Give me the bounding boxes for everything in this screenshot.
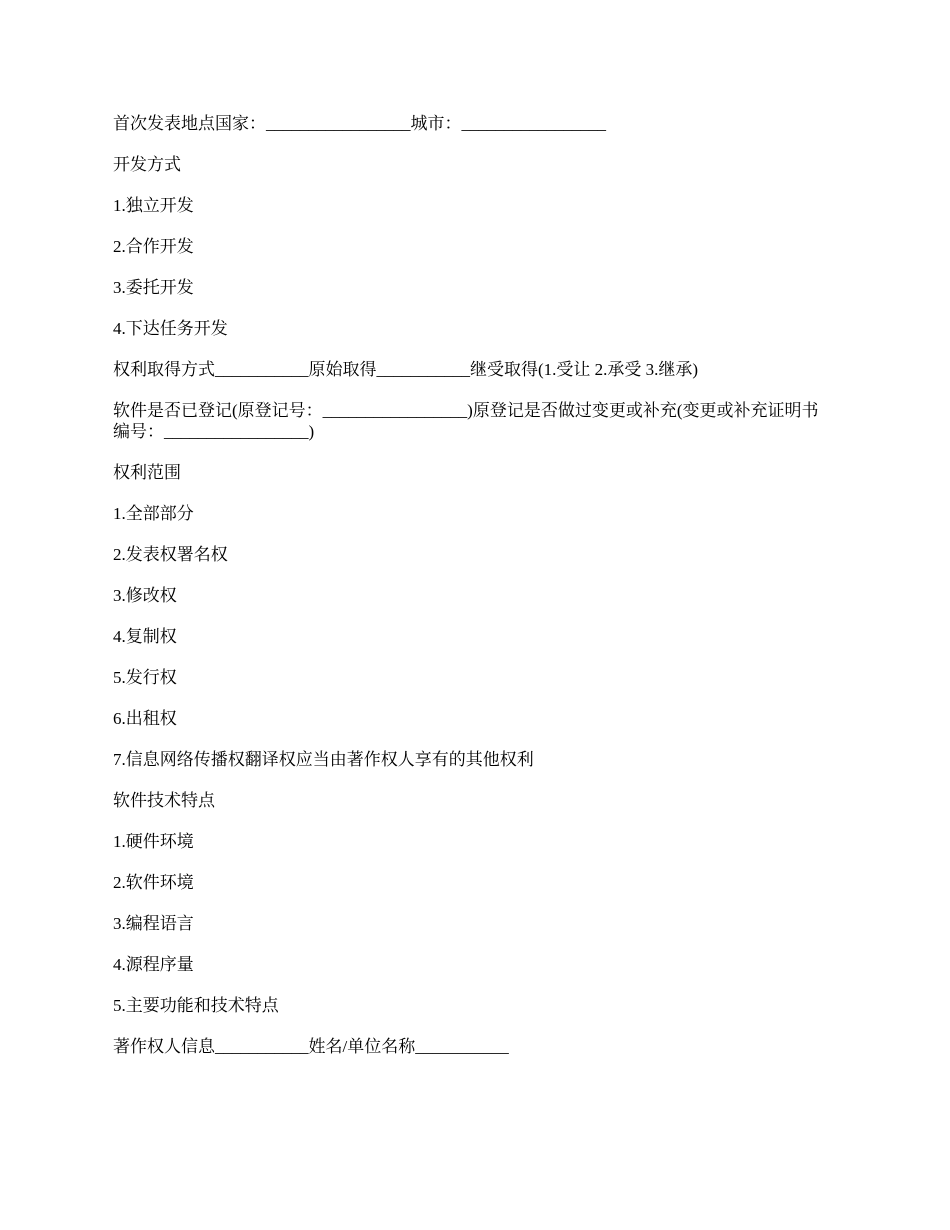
copyright-holder-line: 著作权人信息___________姓名/单位名称___________ xyxy=(113,1037,509,1056)
list-item: 2.软件环境 xyxy=(113,873,194,892)
rights-scope-heading: 权利范围 xyxy=(113,463,181,482)
publication-location-line: 首次发表地点国家：_________________城市：_________________ xyxy=(113,114,606,133)
list-item: 2.合作开发 xyxy=(113,237,194,256)
list-item: 6.出租权 xyxy=(113,709,177,728)
list-item: 4.源程序量 xyxy=(113,955,194,974)
document-page xyxy=(113,113,833,1077)
list-item: 1.全部部分 xyxy=(113,504,194,523)
registration-status-line: 软件是否已登记(原登记号：_________________)原登记是否做过变更或补充(变更或补充证明书编号：_________________) xyxy=(113,401,819,441)
development-method-heading: 开发方式 xyxy=(113,155,181,174)
software-features-heading: 软件技术特点 xyxy=(113,791,215,810)
list-item: 4.下达任务开发 xyxy=(113,319,228,338)
list-item: 1.硬件环境 xyxy=(113,832,194,851)
list-item: 5.主要功能和技术特点 xyxy=(113,996,279,1015)
list-item: 2.发表权署名权 xyxy=(113,545,228,564)
list-item: 1.独立开发 xyxy=(113,196,194,215)
rights-acquisition-line: 权利取得方式___________原始取得___________继受取得(1.受让 2.承受 3.继承) xyxy=(113,360,699,379)
list-item: 5.发行权 xyxy=(113,668,177,687)
list-item: 3.修改权 xyxy=(113,586,177,605)
list-item: 4.复制权 xyxy=(113,627,177,646)
list-item: 7.信息网络传播权翻译权应当由著作权人享有的其他权利 xyxy=(113,750,534,769)
list-item: 3.委托开发 xyxy=(113,278,194,297)
list-item: 3.编程语言 xyxy=(113,914,194,933)
